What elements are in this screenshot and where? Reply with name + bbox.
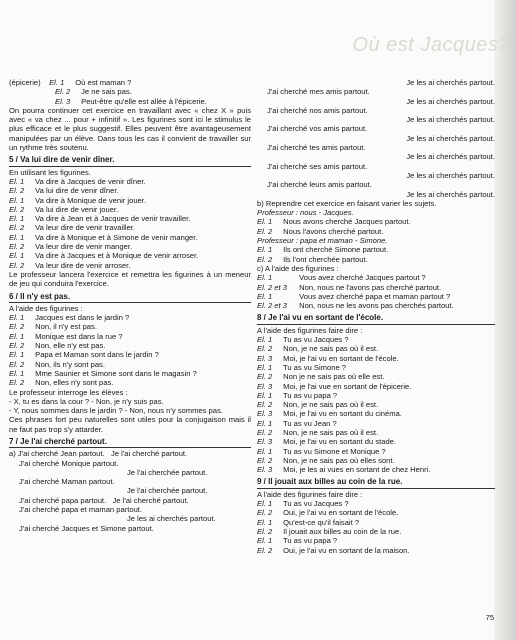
section-5-title: 5 / Va lui dire de venir dîner. <box>9 155 251 166</box>
exercise-line: El. 2 et 3 Non, nous ne les avons pas cherchés partout. <box>257 301 454 311</box>
intro-line: El. 3 Peut-être qu'elle est allée à l'épicerie. <box>55 96 207 106</box>
header-fragment: Où est Jacques? <box>352 34 510 56</box>
answer-line: J'ai cherché ses amis partout. <box>267 161 368 171</box>
exercise-line: El. 1 Tu as vu Simone et Monique ? <box>257 446 386 456</box>
exercise-line: El. 1 Tu as vu Jacques ? <box>257 499 349 509</box>
answer-line: J'ai cherché nos amis partout. <box>267 105 368 115</box>
exercise-line: El. 2 Non, elles n'y sont pas. <box>9 378 114 388</box>
exercise-line: El. 2 Oui, je l'ai vu en sortant de la maison. <box>257 545 410 555</box>
part-c-title: c) A l'aide des figurines : <box>257 263 339 273</box>
exercise-line: El. 1 Nous avons cherché Jacques partout. <box>257 217 411 227</box>
section-6-intro: A l'aide des figurines : <box>9 303 83 313</box>
exercise-line: El. 1 Va dire à Monique de venir jouer. <box>9 195 147 205</box>
exercise-line: El. 3 Moi, je l'ai vue en sortant de l'épicerie. <box>257 381 412 391</box>
intro-paragraph: On pourra continuer cet exercice en travaillant avec « chez X » puis avec « va chez ... pour + infinitif ». Les figurines sont ici le stimulus le plus efficace et le plus suggestif. Elles peuvent être avantageusement manipulées par un élève. Dans tous les cas il convient de travailler sur un rythme très soutenu. <box>9 105 251 153</box>
section-6-title: 6 / Il n'y est pas. <box>9 292 251 303</box>
exercise-line: El. 2 Ils l'ont cherchée partout. <box>257 254 368 264</box>
professor-cue: Professeur : papa et maman - Simone. <box>257 236 388 246</box>
exercise-line: El. 2 Va lui dire de venir jouer. <box>9 204 119 214</box>
exercise-line: El. 1 Tu as vu Jean ? <box>257 418 337 428</box>
answer-line: Je les ai cherchés partout. <box>406 78 495 87</box>
section-7-title: 7 / Je l'ai cherché partout. <box>9 437 251 448</box>
intro-line: (épicerie) El. 1 Où est maman ? <box>9 78 132 87</box>
exercise-line: El. 1 Tu as vu Jacques ? <box>257 335 349 345</box>
answer-line: Je les ai cherchés partout. <box>406 189 495 199</box>
answer-line: Je les ai cherchés partout. <box>406 115 495 125</box>
exercise-line: El. 1 Qu'est-ce qu'il faisait ? <box>257 517 360 527</box>
exercise-line: El. 1 Tu as vu Simone ? <box>257 362 347 372</box>
intro-line: El. 2 Je ne sais pas. <box>55 87 132 97</box>
exercise-line: El. 1 Vous avez cherché Jacques partout ? <box>257 273 426 283</box>
exercise-line: El. 2 et 3 Non, nous ne l'avons pas cherché partout. <box>257 282 442 292</box>
exercise-line: El. 2 Non, elle n'y est pas. <box>9 341 106 351</box>
exercise-line: El. 1 Monique est dans la rue ? <box>9 331 123 341</box>
section-9-title: 9 / Il jouait aux billes au coin de la rue. <box>257 477 495 488</box>
right-column <box>257 78 495 555</box>
exercise-line: El. 2 Oui, je l'ai vu en sortant de l'école. <box>257 508 399 518</box>
answer-line: Je les ai cherchés partout. <box>127 514 216 524</box>
answer-line: J'ai cherché tes amis partout. <box>267 143 366 153</box>
exercise-line: El. 3 Moi, je l'ai vu en sortant du cinéma. <box>257 409 402 419</box>
exercise-line: El. 2 Non, je ne sais pas où il est. <box>257 400 379 410</box>
exercise-line: El. 1 Papa et Maman sont dans le jardin ? <box>9 350 159 360</box>
section-6-prof: Le professeur interroge les élèves : <box>9 387 128 397</box>
exercise-line: El. 3 Moi, je l'ai vu en sortant de l'école. <box>257 353 399 363</box>
answer-line: J'ai cherché mes amis partout. <box>267 87 370 97</box>
exercise-line: El. 3 Moi, je les ai vues en sortant de chez Henri. <box>257 465 431 475</box>
professor-cue: Professeur : nous - Jacques. <box>257 208 354 218</box>
section-9-intro: A l'aide des figurines faire dire : <box>257 489 363 499</box>
answer-line: Je les ai cherchés partout. <box>406 152 495 162</box>
section-8-title: 8 / Je l'ai vu en sortant de l'école. <box>257 313 495 324</box>
exercise-line: El. 1 Ils ont cherché Simone partout. <box>257 245 389 255</box>
section-5-intro: En utilisant les figurines. <box>9 167 91 177</box>
exercise-line: El. 2 Nous l'avons cherché partout. <box>257 226 384 236</box>
exercise-line: El. 2 Va leur dire de venir manger. <box>9 242 133 252</box>
exercise-line: El. 1 Mme Saunier et Simone sont dans le magasin ? <box>9 368 197 378</box>
exercise-line: El. 2 Va lui dire de venir dîner. <box>9 186 119 196</box>
exercise-line: El. 2 Non, il n'y est pas. <box>9 322 97 332</box>
exercise-line: El. 2 Non, je ne sais pas où elles sont. <box>257 455 395 465</box>
answer-line: J'ai cherché leurs amis partout. <box>267 180 372 190</box>
answer-line: J'ai cherché papa et maman partout. <box>19 505 143 515</box>
exercise-line: El. 1 Va dire à Monique et à Simone de venir manger. <box>9 232 198 242</box>
section-6-paragraph: Ces phrases fort peu naturelles sont utiles pour la conjugaison mais il ne faut pas trop s'y attarder. <box>9 415 251 434</box>
answer-line: J'ai cherché Jacques et Simone partout. <box>19 523 154 533</box>
exercise-line: El. 3 Moi, je l'ai vu en sortant du stade. <box>257 437 397 447</box>
exercise-line: El. 2 Va leur dire de venir arroser. <box>9 260 131 270</box>
section-6-question: - X, tu es dans la cour ? - Non, je n'y suis pas. <box>9 396 164 406</box>
answer-line: J'ai cherché Monique partout. <box>19 458 119 468</box>
answer-line: Je les ai cherchés partout. <box>406 170 495 180</box>
section-5-paragraph: Le professeur lancera l'exercice et remettra les figurines à un meneur de jeu qui conduira l'exercice. <box>9 269 251 289</box>
exercise-line: El. 1 Tu as vu papa ? <box>257 390 338 400</box>
answer-line: Je l'ai cherchée partout. <box>127 467 208 477</box>
exercise-line: El. 1 Vous avez cherché papa et maman partout ? <box>257 291 451 301</box>
page-edge-shadow <box>494 0 516 640</box>
exercise-line: El. 1 Va dire à Jacques de venir dîner. <box>9 176 146 186</box>
exercise-line: El. 1 Va dire à Jean et à Jacques de venir travailler. <box>9 214 191 224</box>
answer-line: J'ai cherché Maman partout. <box>19 477 115 487</box>
part-b-title: b) Reprendre cet exercice en faisant varier les sujets. <box>257 198 437 208</box>
exercise-line: El. 2 Il jouait aux billes au coin de la rue. <box>257 526 402 536</box>
answer-line: J'ai cherché papa partout. Je l'ai cherché partout. <box>19 495 189 505</box>
exercise-line: El. 2 Non je ne sais pas où elle est. <box>257 372 385 382</box>
answer-line: a) J'ai cherché Jean partout. Je l'ai cherché partout. <box>9 449 188 459</box>
exercise-line: El. 1 Va dire à Jacques et à Monique de venir arroser. <box>9 251 199 261</box>
exercise-line: El. 2 Non, ils n'y sont pas. <box>9 359 105 369</box>
exercise-line: El. 2 Non, je ne sais pas où il est. <box>257 427 379 437</box>
left-column <box>9 78 251 533</box>
section-8-intro: A l'aide des figurines faire dire : <box>257 325 363 335</box>
page-number: 75 <box>485 613 494 622</box>
exercise-line: El. 1 Tu as vu papa ? <box>257 536 338 546</box>
exercise-line: El. 2 Non, je ne sais pas où il est. <box>257 344 379 354</box>
answer-line: Je les ai cherchés partout. <box>406 133 495 143</box>
answer-line: Je l'ai cherchée partout. <box>127 486 208 496</box>
section-6-question: - Y, nous sommes dans le jardin ? - Non, nous n'y sommes pas. <box>9 406 223 416</box>
exercise-line: El. 2 Va leur dire de venir travailler. <box>9 223 136 233</box>
answer-line: J'ai cherché vos amis partout. <box>267 124 368 134</box>
exercise-line: El. 1 Jacques est dans le jardin ? <box>9 313 130 323</box>
answer-line: Je les ai cherchés partout. <box>406 96 495 106</box>
